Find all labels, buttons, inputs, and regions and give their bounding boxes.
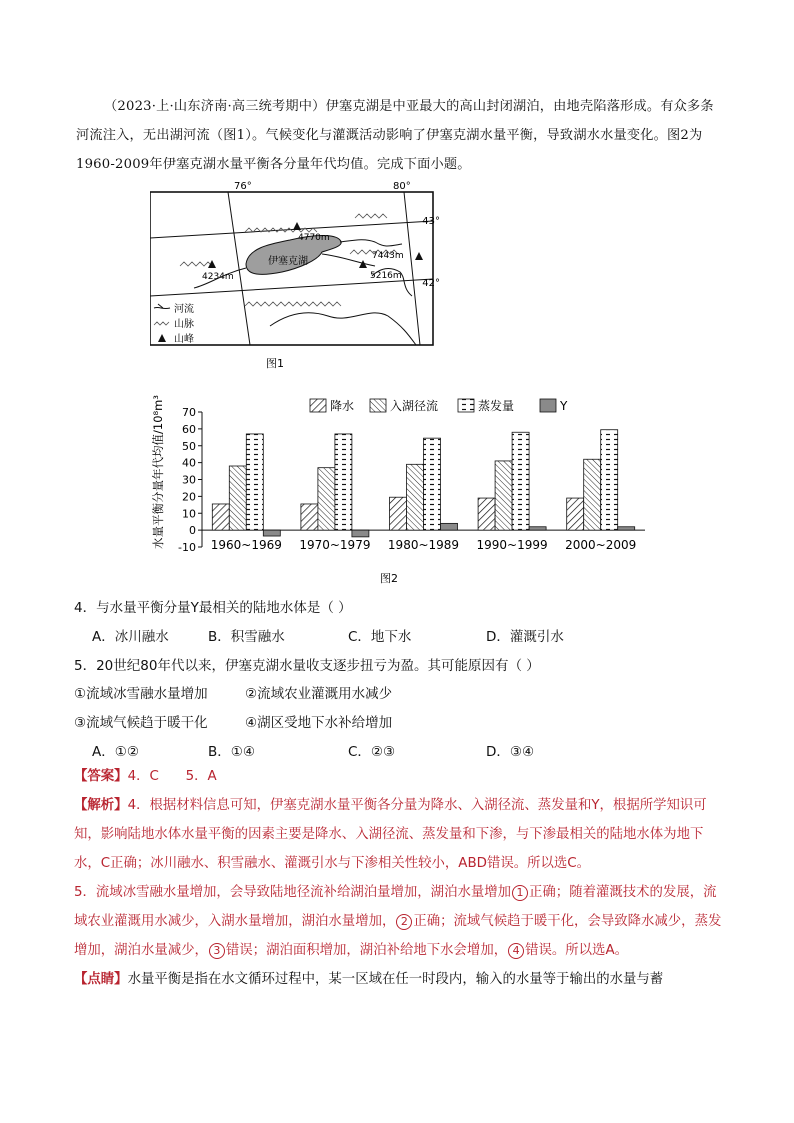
analysis-p2 — [74, 878, 726, 965]
bar-降水-1990~1999 — [478, 498, 495, 530]
peak-4234-label: 4234m — [202, 272, 234, 282]
q5-item-4: ④湖区受地下水补给增加 — [245, 715, 393, 731]
circle-4: 4 — [508, 943, 524, 959]
legend-mountain-label: 山脉 — [174, 319, 194, 330]
intro-paragraph — [76, 92, 726, 179]
q4-option-b[interactable]: B．积雪融水 — [208, 629, 285, 645]
peak-7443-label: 7443m — [372, 251, 404, 261]
legend-river-label: 河流 — [174, 304, 194, 315]
y-tick-label: -10 — [178, 541, 196, 554]
x-tick-label: 1980~1989 — [387, 538, 460, 552]
q5-item-2: ②流域农业灌溉用水减少 — [245, 686, 393, 702]
y-tick-label: 0 — [189, 524, 196, 538]
bar-蒸发量-1990~1999 — [512, 432, 529, 530]
x-tick-label: 1970~1979 — [299, 538, 371, 552]
y-tick-label: 40 — [182, 456, 196, 470]
bar-降水-1970~1979 — [301, 504, 318, 530]
figure1-map — [150, 176, 440, 376]
q5-item-3: ③流域气候趋于暖干化 — [74, 715, 208, 731]
figure2-chart — [140, 392, 660, 592]
bar-蒸发量-1970~1979 — [335, 434, 352, 530]
bar-蒸发量-2000~2009 — [601, 430, 618, 530]
bar-入湖径流-1970~1979 — [318, 468, 335, 530]
circle-3: 3 — [209, 943, 225, 959]
legend-label-1: 入湖径流 — [390, 399, 439, 413]
figure1-caption: 图1 — [266, 357, 284, 370]
q4-stem: 4．与水量平衡分量Y最相关的陆地水体是（ ） — [74, 600, 352, 616]
legend-swatch-3 — [540, 399, 556, 412]
figure2-caption: 图2 — [380, 572, 398, 585]
analysis-text-2d: 错误；湖泊面积增加，湖泊补给地下水会增加， — [225, 943, 508, 958]
analysis-text-2c: 正确；流域气候趋于暖干化，会导致降水减少，蒸发增加，湖泊水量减少， — [74, 914, 722, 958]
bar-入湖径流-1960~1969 — [229, 466, 246, 530]
chart-legend — [310, 398, 568, 413]
x-tick-label: 1960~1969 — [210, 538, 282, 552]
bar-Y-1960~1969 — [263, 530, 280, 536]
tip-label: 【点睛】 — [74, 972, 128, 987]
x-tick-label: 2000~2009 — [565, 538, 637, 552]
q5-option-c[interactable]: C．②③ — [348, 744, 396, 760]
bar-Y-1970~1979 — [352, 530, 369, 537]
circle-2: 2 — [396, 914, 412, 930]
bar-降水-1980~1989 — [390, 497, 407, 530]
chart-ylabel: 水量平衡分量年代均值/10⁸m³ — [151, 395, 165, 549]
q4-option-c[interactable]: C．地下水 — [348, 629, 412, 645]
legend-swatch-2 — [458, 399, 474, 412]
bar-Y-2000~2009 — [618, 527, 635, 530]
analysis-text-2e: 错误。所以选A。 — [525, 943, 629, 958]
y-tick-label: 60 — [182, 422, 196, 436]
y-tick-label: 30 — [182, 473, 196, 487]
y-tick-label: 50 — [182, 439, 196, 453]
lon-label-80: 80° — [393, 181, 411, 192]
legend-swatch-0 — [310, 399, 326, 412]
q5-option-d[interactable]: D．③④ — [486, 744, 535, 760]
y-tick-label: 70 — [182, 406, 196, 419]
x-tick-label: 1990~1999 — [476, 538, 548, 552]
q5-stem: 5．20世纪80年代以来，伊塞克湖水量收支逐步扭亏为盈。其可能原因有（ ） — [74, 658, 540, 674]
q5-item-1: ①流域冰雪融水量增加 — [74, 686, 208, 702]
answer-line — [74, 762, 726, 791]
legend-label-2: 蒸发量 — [478, 399, 515, 413]
lat-label-42: 42° — [422, 278, 440, 289]
legend-peak-label: 山峰 — [174, 334, 194, 345]
peak-4770-label: 4770m — [298, 233, 330, 243]
q5-option-b[interactable]: B．①④ — [208, 744, 255, 760]
bar-入湖径流-1990~1999 — [495, 461, 512, 530]
bar-蒸发量-1980~1989 — [424, 438, 441, 530]
bar-降水-2000~2009 — [567, 498, 584, 530]
analysis-text-1: 4．根据材料信息可知，伊塞克湖水量平衡各分量为降水、入湖径流、蒸发量和Y，根据所学知识可知，影响陆地水体水量平衡的因素主要是降水、入湖径流、蒸发量和下渗，与下渗最相关的陆地水体为地下水，C正确；冰川融水、积雪融水、灌溉引水与下渗相关性较小，ABD错误。所以选C。 — [74, 798, 707, 871]
legend-label-3: Y — [560, 399, 568, 413]
peak-5216-label: 5216m — [370, 271, 402, 281]
answer-text: 4．C 5．A — [127, 769, 217, 784]
intro-source: （2023·上·山东济南·高三统考期中） — [104, 99, 326, 114]
analysis-label: 【解析】 — [74, 798, 128, 813]
lat-label-43: 43° — [422, 216, 440, 227]
bar-Y-1980~1989 — [441, 523, 458, 530]
lake-label: 伊塞克湖 — [268, 256, 308, 267]
bar-蒸发量-1960~1969 — [246, 434, 263, 530]
q4-option-d[interactable]: D．灌溉引水 — [486, 629, 564, 645]
analysis-text-2a: 5．流域冰雪融水量增加，会导致陆地径流补给湖泊量增加，湖泊水量增加 — [74, 885, 512, 900]
bar-Y-1990~1999 — [529, 527, 546, 530]
circle-1: 1 — [512, 885, 528, 901]
analysis-text-2b: 正确；随着灌溉技术的发展，流域农业灌溉用水减少，入湖水量增加，湖泊水量增加， — [74, 885, 717, 929]
q4-option-a[interactable]: A．冰川融水 — [92, 629, 169, 645]
tip-line — [74, 965, 726, 994]
bar-入湖径流-2000~2009 — [584, 459, 601, 530]
bar-降水-1960~1969 — [212, 504, 229, 530]
chart-bars — [212, 430, 634, 537]
y-tick-label: 10 — [182, 507, 196, 521]
analysis-p1 — [74, 791, 726, 878]
y-tick-label: 20 — [182, 490, 196, 504]
tip-text: 水量平衡是指在水文循环过程中，某一区域在任一时段内，输入的水量等于输出的水量与蓄 — [127, 972, 664, 987]
lon-label-76: 76° — [234, 181, 252, 192]
answer-label: 【答案】 — [74, 769, 128, 784]
bar-入湖径流-1980~1989 — [407, 464, 424, 530]
legend-swatch-1 — [370, 399, 386, 412]
legend-label-0: 降水 — [330, 399, 355, 413]
q5-option-a[interactable]: A．①② — [92, 744, 139, 760]
intro-text: 伊塞克湖是中亚最大的高山封闭湖泊，由地壳陷落形成。有众多条河流注入，无出湖河流（图1）。气候变化与灌溉活动影响了伊塞克湖水量平衡，导致湖水水量变化。图2为1960-2009年伊塞克湖水量平衡各分量年代均值。完成下面小题。 — [76, 99, 714, 172]
answer-analysis-block — [74, 762, 726, 994]
